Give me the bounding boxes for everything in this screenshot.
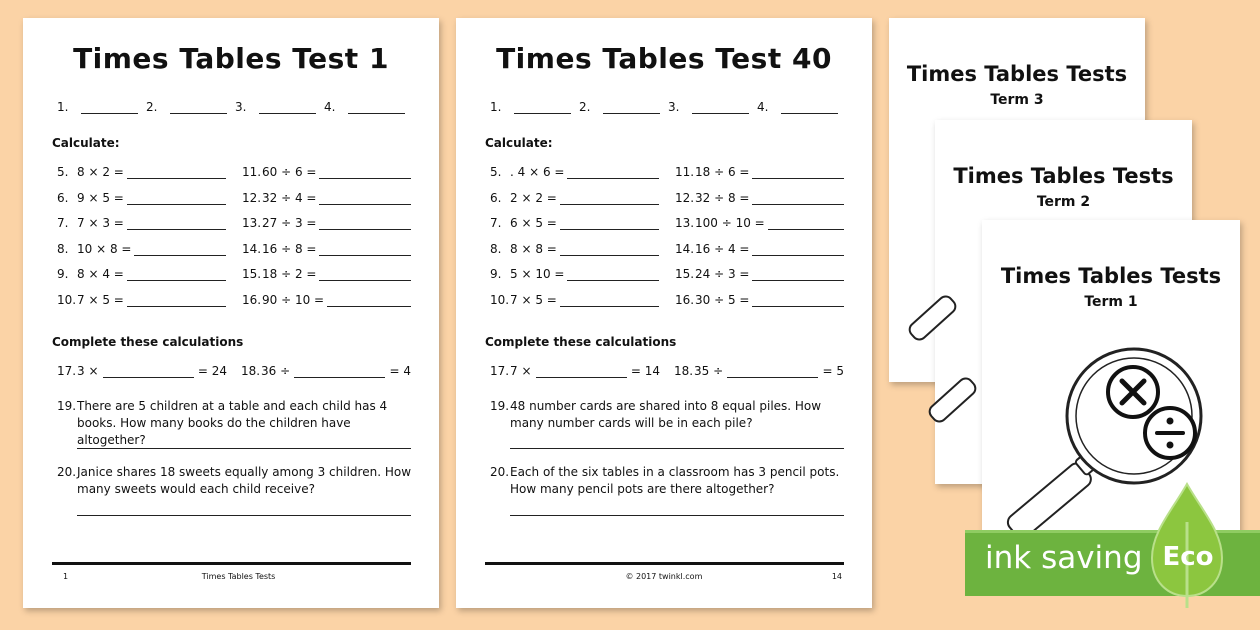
calculation-question (57, 214, 226, 230)
calculation-question (490, 163, 659, 179)
question-expression: 18 ÷ 6 = (695, 165, 750, 179)
divide-icon (1145, 408, 1195, 458)
question-expression: 6 × 5 = (510, 216, 557, 230)
expression-start: 35 ÷ (694, 364, 724, 378)
question-number: 1. (490, 100, 502, 114)
question-number: 12. (242, 190, 262, 205)
answer-blank (324, 100, 409, 114)
calculation-question (242, 163, 411, 179)
question-number: 2. (146, 100, 158, 114)
question-expression: 10 × 8 = (77, 241, 132, 256)
calculation-question (242, 240, 411, 256)
question-number: 3. (235, 100, 247, 114)
calculation-question (57, 189, 226, 205)
question-number: 7. (57, 216, 69, 230)
booklet-title: Times Tables Tests (906, 62, 1128, 86)
question-number: 12. (675, 190, 695, 205)
question-number: 15. (242, 267, 262, 281)
answer-line[interactable] (752, 192, 844, 205)
question-number: 11. (675, 165, 695, 179)
answer-line[interactable] (781, 102, 838, 114)
word-problem-text: Janice shares 18 sweets equally among 3 children. How many sweets would each child receive? (77, 465, 412, 496)
question-number: 17. (57, 364, 77, 378)
calculation-question (490, 291, 659, 307)
answer-line[interactable] (127, 217, 226, 230)
calculation-question (675, 291, 844, 307)
missing-number-row (490, 364, 844, 378)
word-problem-text: 48 number cards are shared into 8 equal piles. How many number cards will be in each pile? (510, 399, 822, 430)
question-number: 8. (57, 241, 69, 256)
calculation-question (675, 240, 844, 256)
word-problem-text: There are 5 children at a table and each child has 4 books. How many books do the children have altogether? (77, 399, 388, 447)
answer-line[interactable] (319, 243, 411, 256)
answer-line[interactable] (560, 192, 659, 205)
question-number: 5. (490, 165, 502, 179)
calculation-question (242, 189, 411, 205)
expression-start: 3 × (77, 364, 99, 378)
question-expression: 30 ÷ 5 = (695, 292, 750, 307)
question-number: 14. (242, 241, 262, 256)
question-number: 19. (57, 399, 77, 413)
eco-label: Eco (1162, 542, 1214, 572)
answer-line[interactable] (510, 515, 844, 516)
calculation-question (675, 265, 844, 281)
footer-center-text: © 2017 twinkl.com (625, 572, 703, 581)
question-expression: 8 × 8 = (510, 241, 557, 256)
answer-line[interactable] (81, 102, 138, 114)
question-expression: . 4 × 6 = (510, 165, 565, 179)
question-expression: 32 ÷ 8 = (695, 190, 750, 205)
question-expression: 8 × 2 = (77, 165, 124, 179)
question-expression: 60 ÷ 6 = (262, 165, 317, 179)
page-footer (63, 572, 409, 581)
booklet-title: Times Tables Tests (1000, 264, 1222, 288)
question-number: 3. (668, 100, 680, 114)
question-number: 10. (57, 292, 77, 307)
answer-line[interactable] (752, 294, 844, 307)
question-expression: 16 ÷ 8 = (262, 241, 317, 256)
answer-line[interactable] (319, 268, 411, 281)
calculation-question (675, 189, 844, 205)
sheet-title: Times Tables Test 40 (496, 42, 832, 75)
question-number: 7. (490, 216, 502, 230)
answer-line[interactable] (294, 365, 385, 378)
question-expression: 100 ÷ 10 = (695, 216, 765, 230)
question-number: 17. (490, 364, 510, 378)
ink-saving-label: ink saving (985, 540, 1143, 576)
answer-blank (235, 100, 320, 114)
expression-result: = 14 (630, 364, 660, 378)
question-number: 2. (579, 100, 591, 114)
word-problem-text: Each of the six tables in a classroom has 3 pencil pots. How many pencil pots are there altogether? (510, 465, 840, 496)
calculation-question (490, 240, 659, 256)
question-expression: 2 × 2 = (510, 190, 557, 205)
answer-line[interactable] (514, 102, 571, 114)
footer-page-number: 1 (63, 572, 69, 581)
answer-line[interactable] (127, 268, 226, 281)
calculation-question (57, 265, 226, 281)
missing-number-question (674, 364, 844, 378)
complete-heading: Complete these calculations (52, 335, 244, 349)
page-footer (496, 572, 842, 581)
answer-line[interactable] (77, 448, 411, 449)
question-expression: 90 ÷ 10 = (262, 292, 325, 307)
answer-line[interactable] (510, 448, 844, 449)
question-number: 13. (675, 216, 695, 230)
calculate-heading: Calculate: (485, 136, 553, 150)
worksheet-test-40 (456, 18, 872, 608)
answer-line[interactable] (319, 166, 411, 179)
booklet-term: Term 3 (990, 92, 1044, 108)
answer-line[interactable] (567, 166, 659, 179)
multiply-icon (1108, 367, 1158, 417)
answer-blank (57, 100, 142, 114)
booklet-title: Times Tables Tests (953, 164, 1174, 188)
sheet-title: Times Tables Test 1 (73, 42, 389, 75)
calculation-question (675, 214, 844, 230)
question-number: 1. (57, 100, 69, 114)
calculation-question (490, 189, 659, 205)
calculation-question (490, 265, 659, 281)
answer-line[interactable] (77, 515, 411, 516)
complete-heading: Complete these calculations (485, 335, 677, 349)
question-number: 6. (57, 190, 69, 205)
question-number: 4. (757, 100, 769, 114)
question-number: 10. (490, 292, 510, 307)
word-problem (490, 398, 844, 432)
calculation-grid (490, 163, 844, 307)
answer-line[interactable] (752, 268, 844, 281)
answer-line[interactable] (259, 102, 316, 114)
calculation-question (242, 291, 411, 307)
booklet-term: Term 1 (1084, 294, 1138, 310)
answer-line[interactable] (603, 102, 660, 114)
expression-result: = 5 (822, 364, 844, 378)
word-problem (57, 398, 411, 449)
answer-line[interactable] (348, 102, 405, 114)
question-number: 16. (675, 292, 695, 307)
question-number: 18. (241, 364, 261, 378)
answer-line[interactable] (567, 268, 659, 281)
question-number: 4. (324, 100, 336, 114)
answer-line[interactable] (752, 166, 844, 179)
answer-blank (757, 100, 842, 114)
question-number: 5. (57, 165, 69, 179)
answer-blank (146, 100, 231, 114)
answer-line[interactable] (768, 217, 844, 230)
question-expression: 8 × 4 = (77, 267, 124, 281)
worksheet-test-1 (23, 18, 439, 608)
footer-page-number-right: 14 (831, 572, 842, 581)
question-expression: 7 × 5 = (77, 292, 124, 307)
calculation-question (57, 240, 226, 256)
calculation-question (57, 291, 226, 307)
answer-line[interactable] (327, 294, 411, 307)
answer-line[interactable] (127, 192, 226, 205)
footer-divider (485, 562, 844, 565)
question-expression: 7 × 5 = (510, 292, 557, 307)
footer-divider (52, 562, 411, 565)
question-expression: 27 ÷ 3 = (262, 216, 317, 230)
answer-line[interactable] (170, 102, 227, 114)
answer-line[interactable] (560, 217, 659, 230)
calculation-question (242, 265, 411, 281)
question-number: 18. (674, 364, 694, 378)
answer-line[interactable] (319, 217, 411, 230)
calculation-question (242, 214, 411, 230)
booklet-term: Term 2 (1036, 194, 1091, 210)
answer-line[interactable] (127, 294, 226, 307)
answer-line[interactable] (560, 294, 659, 307)
calculation-question (675, 163, 844, 179)
missing-number-row (57, 364, 411, 378)
answer-line[interactable] (752, 243, 844, 256)
question-number: 15. (675, 267, 695, 281)
question-number: 16. (242, 292, 262, 307)
answer-blank (579, 100, 664, 114)
missing-number-question (241, 364, 411, 378)
question-number: 20. (57, 465, 77, 479)
question-expression: 18 ÷ 2 = (262, 267, 317, 281)
expression-start: 7 × (510, 364, 532, 378)
question-number: 20. (490, 465, 510, 479)
word-problem (490, 464, 844, 498)
answer-line[interactable] (103, 365, 194, 378)
answer-line[interactable] (319, 192, 411, 205)
top-answer-row (57, 100, 409, 114)
answer-line[interactable] (536, 365, 627, 378)
question-expression: 5 × 10 = (510, 267, 565, 281)
footer-center-text: Times Tables Tests (201, 572, 276, 581)
question-number: 13. (242, 216, 262, 230)
expression-result: = 4 (389, 364, 411, 378)
missing-number-question (490, 364, 660, 378)
question-number: 14. (675, 241, 695, 256)
question-expression: 9 × 5 = (77, 190, 124, 205)
calculate-heading: Calculate: (52, 136, 120, 150)
expression-result: = 24 (197, 364, 227, 378)
question-number: 8. (490, 241, 502, 256)
question-expression: 24 ÷ 3 = (695, 267, 750, 281)
top-answer-row (490, 100, 842, 114)
question-expression: 7 × 3 = (77, 216, 124, 230)
question-number: 11. (242, 165, 262, 179)
calculation-question (57, 163, 226, 179)
question-expression: 16 ÷ 4 = (695, 241, 750, 256)
question-number: 9. (57, 267, 69, 281)
answer-line[interactable] (692, 102, 749, 114)
answer-line[interactable] (727, 365, 818, 378)
answer-line[interactable] (134, 243, 226, 256)
missing-number-question (57, 364, 227, 378)
question-number: 19. (490, 399, 510, 413)
expression-start: 36 ÷ (261, 364, 291, 378)
calculation-grid (57, 163, 411, 307)
question-expression: 32 ÷ 4 = (262, 190, 317, 205)
calculation-question (490, 214, 659, 230)
answer-line[interactable] (127, 166, 226, 179)
answer-line[interactable] (560, 243, 659, 256)
word-problem (57, 464, 411, 498)
answer-blank (490, 100, 575, 114)
answer-blank (668, 100, 753, 114)
question-number: 9. (490, 267, 502, 281)
question-number: 6. (490, 190, 502, 205)
